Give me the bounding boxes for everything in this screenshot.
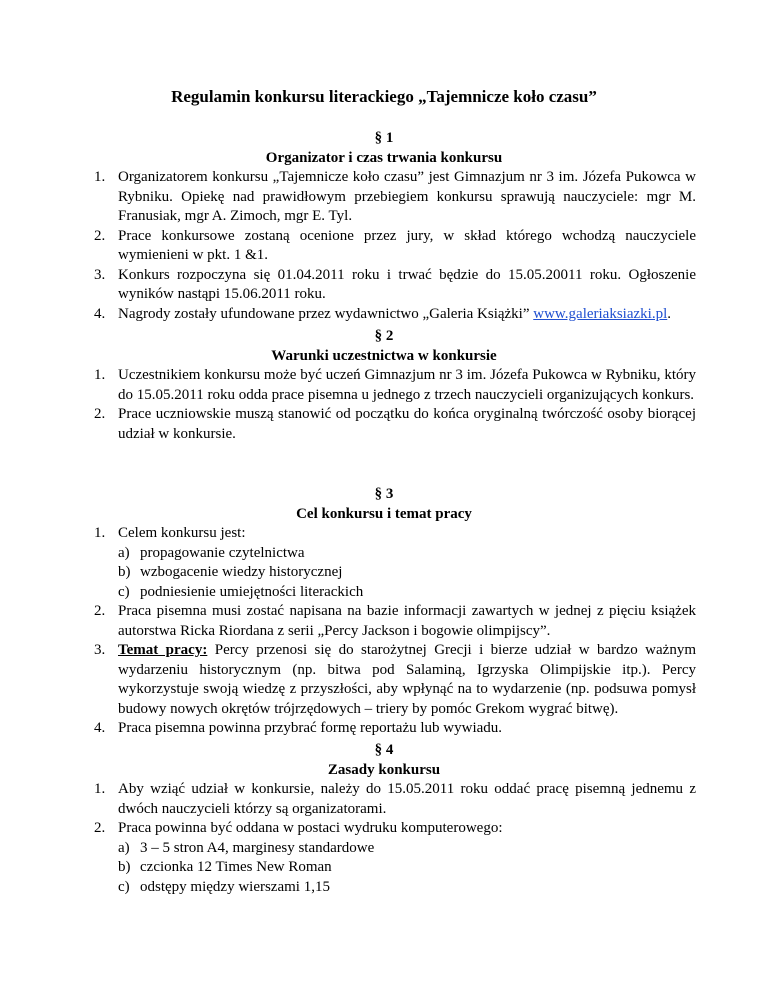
sub-list-item: b) czcionka 12 Times New Roman: [118, 859, 332, 875]
list-item: 1. Celem konkursu jest: a) propagowanie czytelnictwa b) wzbogacenie wiedzy historycznej c) podniesienie umiejętności literackich: [118, 524, 696, 602]
section-number: § 2: [374, 328, 394, 344]
section-1: [0, 129, 768, 324]
list-item: 2. Praca pisemna musi zostać napisana na bazie informacji zawartych w jednej z pięciu książek autorstwa Ricka Riordana z serii „Percy Jackson i bogowie olimpijscy”.: [94, 603, 696, 639]
list-item: 2. Prace uczniowskie muszą stanowić od początku do końca oryginalną twórczość osoby biorącej udział w konkursie.: [94, 406, 696, 442]
document-title: Regulamin konkursu literackiego „Tajemnicze koło czasu”: [171, 87, 597, 106]
section-4: [0, 741, 768, 897]
list-item: 3. Temat pracy: Percy przenosi się do starożytnej Grecji i bierze udział w bardzo ważnym wydarzeniu historycznym (np. bitwa pod Salaminą, Igrzyska Olimpijskie itp.). Percy wykorzystuje swoją wiedzę z przyszłości, aby wpłynąć na to wydarzenie (np. podsuwa pomysł budowy nowych okrętów trójrzędowych – triery by pomóc Grekom wygrać bitwę).: [94, 642, 696, 717]
list-item: 2. Praca powinna być oddana w postaci wydruku komputerowego: a) 3 – 5 stron A4, marginesy standardowe b) czcionka 12 Times New Roman c) odstępy między wierszami 1,15: [118, 819, 696, 897]
list-item: 1. Organizatorem konkursu „Tajemnicze koło czasu” jest Gimnazjum nr 3 im. Józefa Pukowca w Rybniku. Opiekę nad prawidłowym przebiegiem konkursu sprawują nauczyciele: mgr M. Franusiak, mgr A. Zimoch, mgr E. Tyl.: [94, 169, 696, 224]
list-item: 3. Konkurs rozpoczyna się 01.04.2011 roku i trwać będzie do 15.05.20011 roku. Ogłoszenie wyników nastąpi 15.06.2011 roku.: [94, 266, 696, 302]
list-item: 4. Nagrody zostały ufundowane przez wydawnictwo „Galeria Książki” www.galeriaksiazki.pl.: [94, 305, 671, 322]
section-number: § 3: [374, 486, 394, 502]
list-item: 4. Praca pisemna powinna przybrać formę reportażu lub wywiadu.: [94, 720, 503, 736]
section-heading: Zasady konkursu: [327, 761, 441, 778]
sub-list-item: a) 3 – 5 stron A4, marginesy standardowe: [118, 839, 375, 856]
sub-list-item: c) odstępy między wierszami 1,15: [118, 878, 330, 895]
publisher-link[interactable]: www.galeriaksiazki.pl: [533, 305, 668, 322]
topic-label: Temat pracy:: [118, 642, 208, 658]
list-item: 1. Aby wziąć udział w konkursie, należy do 15.05.2011 roku oddać pracę pisemną jednemu z dwóch nauczycieli którzy są organizatorami.: [94, 781, 696, 817]
section-2: [0, 327, 768, 444]
section-number: § 1: [374, 130, 394, 146]
sub-list-item: a) propagowanie czytelnictwa: [118, 544, 305, 561]
section-heading: Organizator i czas trwania konkursu: [265, 149, 503, 166]
section-3: [0, 485, 768, 739]
sub-list-item: c) podniesienie umiejętności literackich: [118, 583, 364, 600]
section-heading: Warunki uczestnictwa w konkursie: [271, 347, 497, 364]
section-number: § 4: [374, 742, 394, 758]
list-item: 1. Uczestnikiem konkursu może być uczeń Gimnazjum nr 3 im. Józefa Pukowca w Rybniku, który do 15.05.2011 roku odda prace pisemna u jednego z trzech nauczycieli organizujących konkurs.: [94, 367, 696, 403]
sub-list-item: b) wzbogacenie wiedzy historycznej: [118, 564, 343, 580]
list-item: 2. Prace konkursowe zostaną ocenione przez jury, w skład którego wchodzą nauczyciele wymienieni w pkt. 1 &1.: [94, 227, 696, 263]
section-heading: Cel konkursu i temat pracy: [296, 505, 472, 522]
